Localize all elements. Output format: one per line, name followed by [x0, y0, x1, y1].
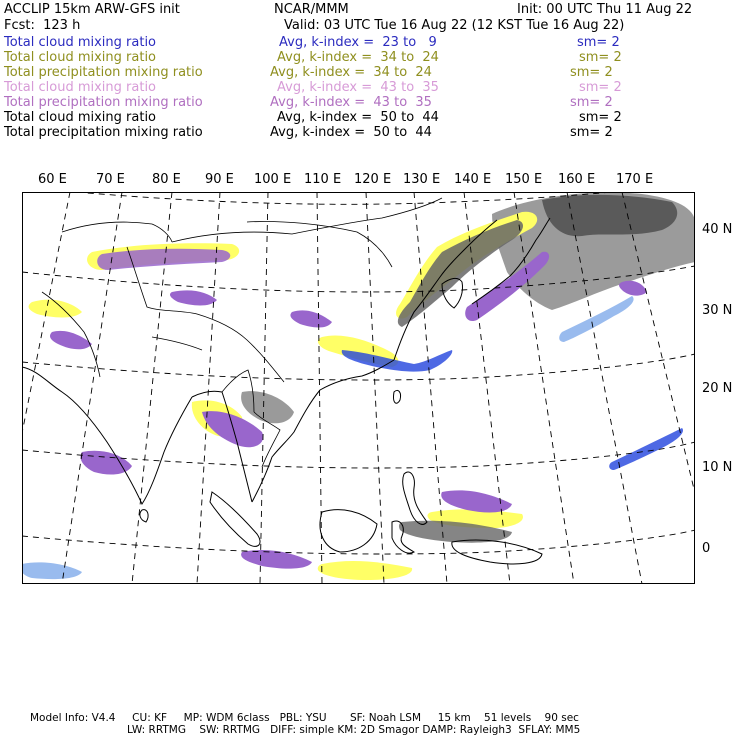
- forecast-map: [22, 192, 695, 584]
- purple-patch-west: [50, 331, 92, 349]
- model-info-line-2: LW: RRTMG SW: RRTMG DIFF: simple KM: 2D Smagor DAMP: Rayleigh3 SFLAY: MM5: [127, 724, 581, 736]
- lat-label: 0: [702, 541, 711, 556]
- field-sm-5: sm= 2: [570, 95, 613, 110]
- field-sm-6: sm= 2: [579, 110, 622, 125]
- field-sm-3: sm= 2: [570, 65, 613, 80]
- lon-label: 60 E: [38, 172, 67, 187]
- cloud-shading: [22, 192, 695, 580]
- field-avg-5: Avg, k-index = 43 to 35: [270, 95, 432, 110]
- field-name-3: Total precipitation mixing ratio: [4, 65, 203, 80]
- field-avg-4: Avg, k-index = 43 to 35: [277, 80, 439, 95]
- yellow-indonesia: [318, 561, 412, 580]
- dark-cloud-north-pacific: [542, 195, 677, 236]
- gray-indochina: [241, 391, 294, 423]
- field-avg-6: Avg, k-index = 50 to 44: [277, 110, 439, 125]
- coastline-india: [22, 367, 192, 504]
- field-sm-2: sm= 2: [579, 50, 622, 65]
- lon-label: 80 E: [152, 172, 181, 187]
- blue-south-edge: [22, 562, 82, 579]
- field-sm-1: sm= 2: [577, 35, 620, 50]
- init-time: Init: 00 UTC Thu 11 Aug 22: [517, 2, 693, 17]
- lon-label: 70 E: [96, 172, 125, 187]
- model-title: ACCLIP 15km ARW-GFS init: [4, 2, 180, 17]
- field-name-2: Total cloud mixing ratio: [4, 50, 157, 65]
- forecast-hour: Fcst: 123 h: [4, 18, 81, 33]
- border-nepal: [152, 337, 202, 350]
- valid-time: Valid: 03 UTC Tue 16 Aug 22 (12 KST Tue 16 Aug 22): [284, 18, 625, 33]
- field-name-5: Total precipitation mixing ratio: [4, 95, 203, 110]
- org-title: NCAR/MMM: [274, 2, 349, 17]
- coastline-taiwan: [394, 390, 401, 403]
- latitude-line: [22, 530, 695, 554]
- longitude-line: [62, 192, 122, 584]
- lat-label: 40 N: [702, 222, 733, 237]
- lon-label: 150 E: [505, 172, 543, 187]
- model-info-line-1: Model Info: V4.4 CU: KF MP: WDM 6class PBL: YSU SF: Noah LSM 15 km 51 levels 90 sec: [30, 712, 579, 724]
- coastline-indochina: [252, 360, 394, 502]
- field-name-4: Total cloud mixing ratio: [4, 80, 157, 95]
- field-avg-1: Avg, k-index = 23 to 9: [279, 35, 437, 50]
- purple-patch-himalaya: [170, 290, 217, 305]
- blue-streak-pacific: [609, 428, 683, 470]
- border-china-west: [127, 247, 284, 382]
- lat-label: 20 N: [702, 381, 733, 396]
- longitude-line: [260, 192, 268, 584]
- lon-label: 120 E: [354, 172, 392, 187]
- longitude-line: [22, 192, 70, 584]
- field-avg-7: Avg, k-index = 50 to 44: [270, 125, 432, 140]
- purple-patch-pacific: [619, 281, 647, 296]
- field-sm-4: sm= 2: [579, 80, 622, 95]
- lon-label: 140 E: [454, 172, 492, 187]
- field-sm-7: sm= 2: [570, 125, 613, 140]
- lon-label: 160 E: [558, 172, 596, 187]
- field-name-6: Total cloud mixing ratio: [4, 110, 157, 125]
- lon-label: 100 E: [254, 172, 292, 187]
- field-name-7: Total precipitation mixing ratio: [4, 125, 203, 140]
- blue-band-yangtze: [342, 350, 453, 372]
- purple-band-china: [290, 310, 332, 327]
- lon-label: 110 E: [304, 172, 342, 187]
- border-china-north: [172, 198, 442, 242]
- lat-label: 30 N: [702, 303, 733, 318]
- coastline-borneo: [320, 510, 377, 552]
- coastline-philippines: [403, 472, 427, 524]
- lon-label: 90 E: [205, 172, 234, 187]
- lon-label: 170 E: [616, 172, 654, 187]
- coastline-sri-lanka: [140, 510, 148, 522]
- field-avg-2: Avg, k-index = 34 to 24: [277, 50, 439, 65]
- field-avg-3: Avg, k-index = 34 to 24: [270, 65, 432, 80]
- field-name-1: Total cloud mixing ratio: [4, 35, 157, 50]
- lon-label: 130 E: [403, 172, 441, 187]
- lat-label: 10 N: [702, 460, 733, 475]
